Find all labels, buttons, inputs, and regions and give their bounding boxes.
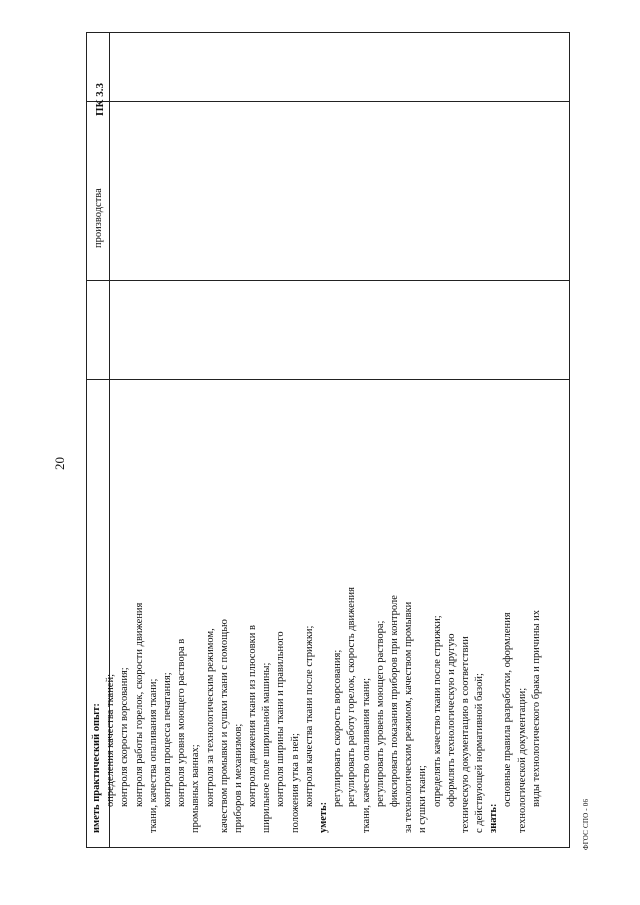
content-line: с действующей нормативной базой;: [474, 673, 486, 833]
content-line: ширильное поле ширильной машины;: [261, 662, 273, 833]
table-row-divider: [87, 379, 569, 380]
content-line: технологической документации;: [516, 687, 528, 833]
content-line: определять качество ткани после стрижки;: [431, 615, 443, 807]
content-line: определения качества тканей;: [105, 674, 117, 807]
footer-code: ФГОС СПО - 06: [582, 798, 590, 850]
production-cell-text: производства: [93, 188, 104, 248]
content-line: виды технологического брака и причины их: [530, 610, 542, 807]
content-line: контроля скорости ворсования;: [119, 667, 131, 807]
content-line: ткани, качество опаливания ткани;: [360, 677, 372, 833]
competence-code: ПК 3.3: [94, 82, 106, 116]
content-line: и сушки ткани;: [417, 765, 429, 833]
section-heading: иметь практический опыт:: [91, 703, 102, 833]
content-line: контроля за технологическим режимом,: [204, 628, 216, 807]
content-line: контроля уровня моющего раствора в: [176, 638, 188, 807]
content-line: положения утка в ней;: [289, 733, 301, 833]
table-row-divider: [87, 280, 569, 281]
content-line: ткани, качества опаливания ткани;: [147, 678, 159, 833]
content-line: регулировать уровень моющего раствора;: [374, 620, 386, 807]
content-line: регулировать скорость ворсования;: [332, 649, 344, 807]
content-line: качеством промывки и сушки ткани с помощью: [218, 619, 230, 833]
page-number: 20: [52, 457, 67, 470]
content-line: контроля работы горелок, скорости движения: [133, 602, 145, 807]
section-heading: знать:: [488, 803, 500, 833]
content-line: фиксировать показания приборов при контроле: [388, 595, 400, 807]
content-line: приборов и механизмов;: [232, 723, 244, 833]
content-line: основные правила разработки, оформления: [502, 612, 514, 807]
content-line: контроля движения ткани из плюсовки в: [247, 625, 259, 807]
content-line: контроля качества ткани после стрижки;: [303, 625, 315, 807]
knowledge-skills-cell: [90, 433, 544, 833]
content-line: оформлять технологическую и другую: [445, 633, 457, 807]
content-line: контроля ширины ткани и правильного: [275, 631, 287, 807]
content-line: промывных ваннах;: [190, 744, 202, 833]
content-line: техническую документацию в соответствии: [459, 636, 471, 833]
content-line: контроля процесса печатания;: [161, 672, 173, 807]
section-heading: уметь:: [318, 801, 329, 833]
content-line: за технологическим режимом, качеством промывки: [403, 601, 415, 833]
table-row-divider: [87, 101, 569, 102]
content-line: регулировать работу горелок, скорость движения: [346, 587, 358, 807]
